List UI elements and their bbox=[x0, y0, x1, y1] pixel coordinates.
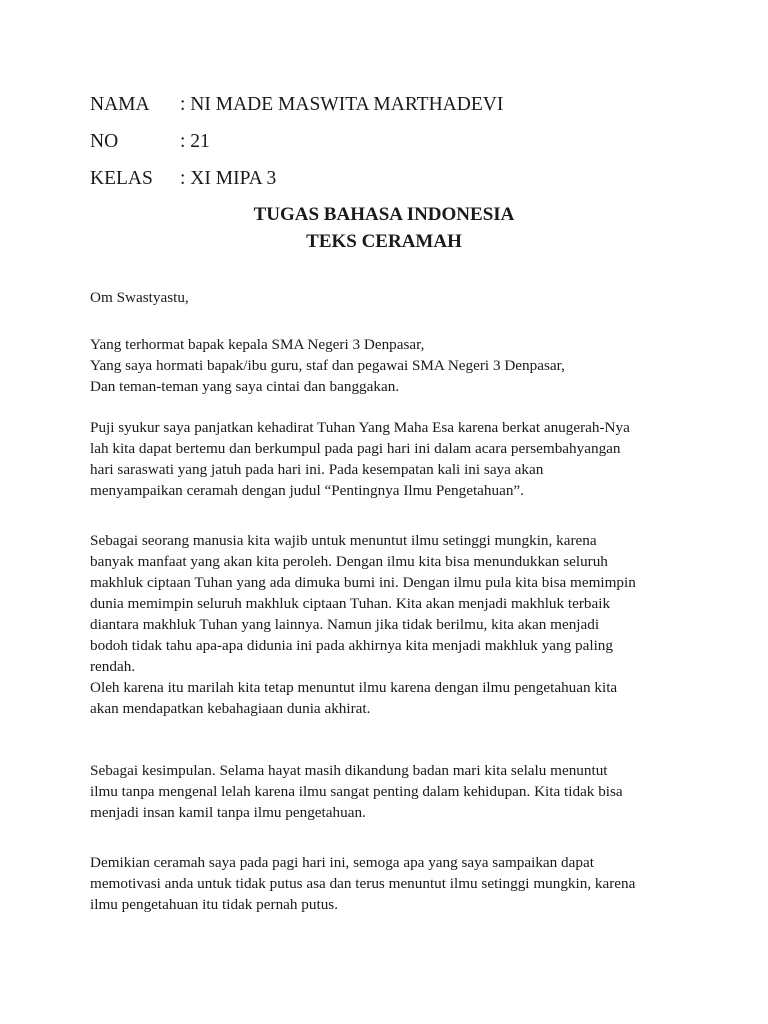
document-title: TUGAS BAHASA INDONESIA bbox=[253, 204, 515, 225]
greeting-line: Yang terhormat bapak kepala SMA Negeri 3 Denpasar, bbox=[90, 336, 425, 353]
paragraph-line: dunia memimpin seluruh makhluk ciptaan Tuhan. Kita akan menjadi makhluk terbaik bbox=[90, 595, 611, 612]
paragraph-line: ilmu pengetahuan itu tidak pernah putus. bbox=[90, 896, 339, 913]
kelas-value: : XI MIPA 3 bbox=[180, 168, 277, 189]
paragraph-line: banyak manfaat yang akan kita peroleh. Dengan ilmu kita bisa menundukkan seluruh bbox=[90, 553, 608, 570]
nama-label: NAMA bbox=[90, 94, 150, 115]
header-no-row bbox=[90, 130, 210, 154]
paragraph-line: memotivasi anda untuk tidak putus asa dan terus menuntut ilmu setinggi mungkin, karena bbox=[90, 875, 636, 892]
paragraph-line: lah kita dapat bertemu dan berkumpul pada pagi hari ini dalam acara persembahyangan bbox=[90, 440, 621, 457]
paragraph-line: Puji syukur saya panjatkan kehadirat Tuhan Yang Maha Esa karena berkat anugerah-Nya bbox=[90, 419, 630, 436]
paragraph-line: menjadi insan kamil tanpa ilmu pengetahuan. bbox=[90, 804, 366, 821]
salam-text: Om Swastyastu, bbox=[90, 289, 189, 306]
paragraph-line: hari saraswati yang jatuh pada hari ini. Pada kesempatan kali ini saya akan bbox=[90, 461, 544, 478]
document-subtitle: TEKS CERAMAH bbox=[306, 231, 462, 252]
no-value: : 21 bbox=[180, 131, 210, 152]
nama-value: : NI MADE MASWITA MARTHADEVI bbox=[180, 94, 504, 115]
paragraph-line: bodoh tidak tahu apa-apa didunia ini pada akhirnya kita menjadi makhluk yang paling bbox=[90, 637, 613, 654]
kelas-label: KELAS bbox=[90, 168, 153, 189]
paragraph-line: menyampaikan ceramah dengan judul “Pentingnya Ilmu Pengetahuan”. bbox=[90, 482, 524, 499]
paragraph-conclusion bbox=[90, 760, 690, 823]
paragraph-line: rendah. bbox=[90, 658, 136, 675]
greeting-line: Yang saya hormati bapak/ibu guru, staf dan pegawai SMA Negeri 3 Denpasar, bbox=[90, 357, 565, 374]
paragraph-line: makhluk ciptaan Tuhan yang ada dimuka bumi ini. Dengan ilmu pula kita bisa memimpin bbox=[90, 574, 636, 591]
paragraph-line: Demikian ceramah saya pada pagi hari ini, semoga apa yang saya sampaikan dapat bbox=[90, 854, 594, 871]
paragraph-closing bbox=[90, 852, 690, 915]
greetings-block bbox=[90, 334, 690, 397]
paragraph-line: Sebagai seorang manusia kita wajib untuk menuntut ilmu setinggi mungkin, karena bbox=[90, 532, 597, 549]
paragraph-content bbox=[90, 530, 690, 719]
header-kelas-row bbox=[90, 167, 276, 191]
paragraph-opening bbox=[90, 417, 690, 501]
paragraph-line: diantara makhluk Tuhan yang lainnya. Namun jika tidak berilmu, kita akan menjadi bbox=[90, 616, 600, 633]
paragraph-line: Sebagai kesimpulan. Selama hayat masih dikandung badan mari kita selalu menuntut bbox=[90, 762, 608, 779]
paragraph-line: akan mendapatkan kebahagiaan dunia akhirat. bbox=[90, 700, 371, 717]
paragraph-line: Oleh karena itu marilah kita tetap menuntut ilmu karena dengan ilmu pengetahuan kita bbox=[90, 679, 618, 696]
no-label: NO bbox=[90, 131, 119, 152]
paragraph-line: ilmu tanpa mengenal lelah karena ilmu sangat penting dalam kehidupan. Kita tidak bisa bbox=[90, 783, 623, 800]
greeting-line: Dan teman-teman yang saya cintai dan banggakan. bbox=[90, 378, 400, 395]
header-nama-row bbox=[90, 93, 503, 117]
salam-opening bbox=[90, 287, 690, 308]
